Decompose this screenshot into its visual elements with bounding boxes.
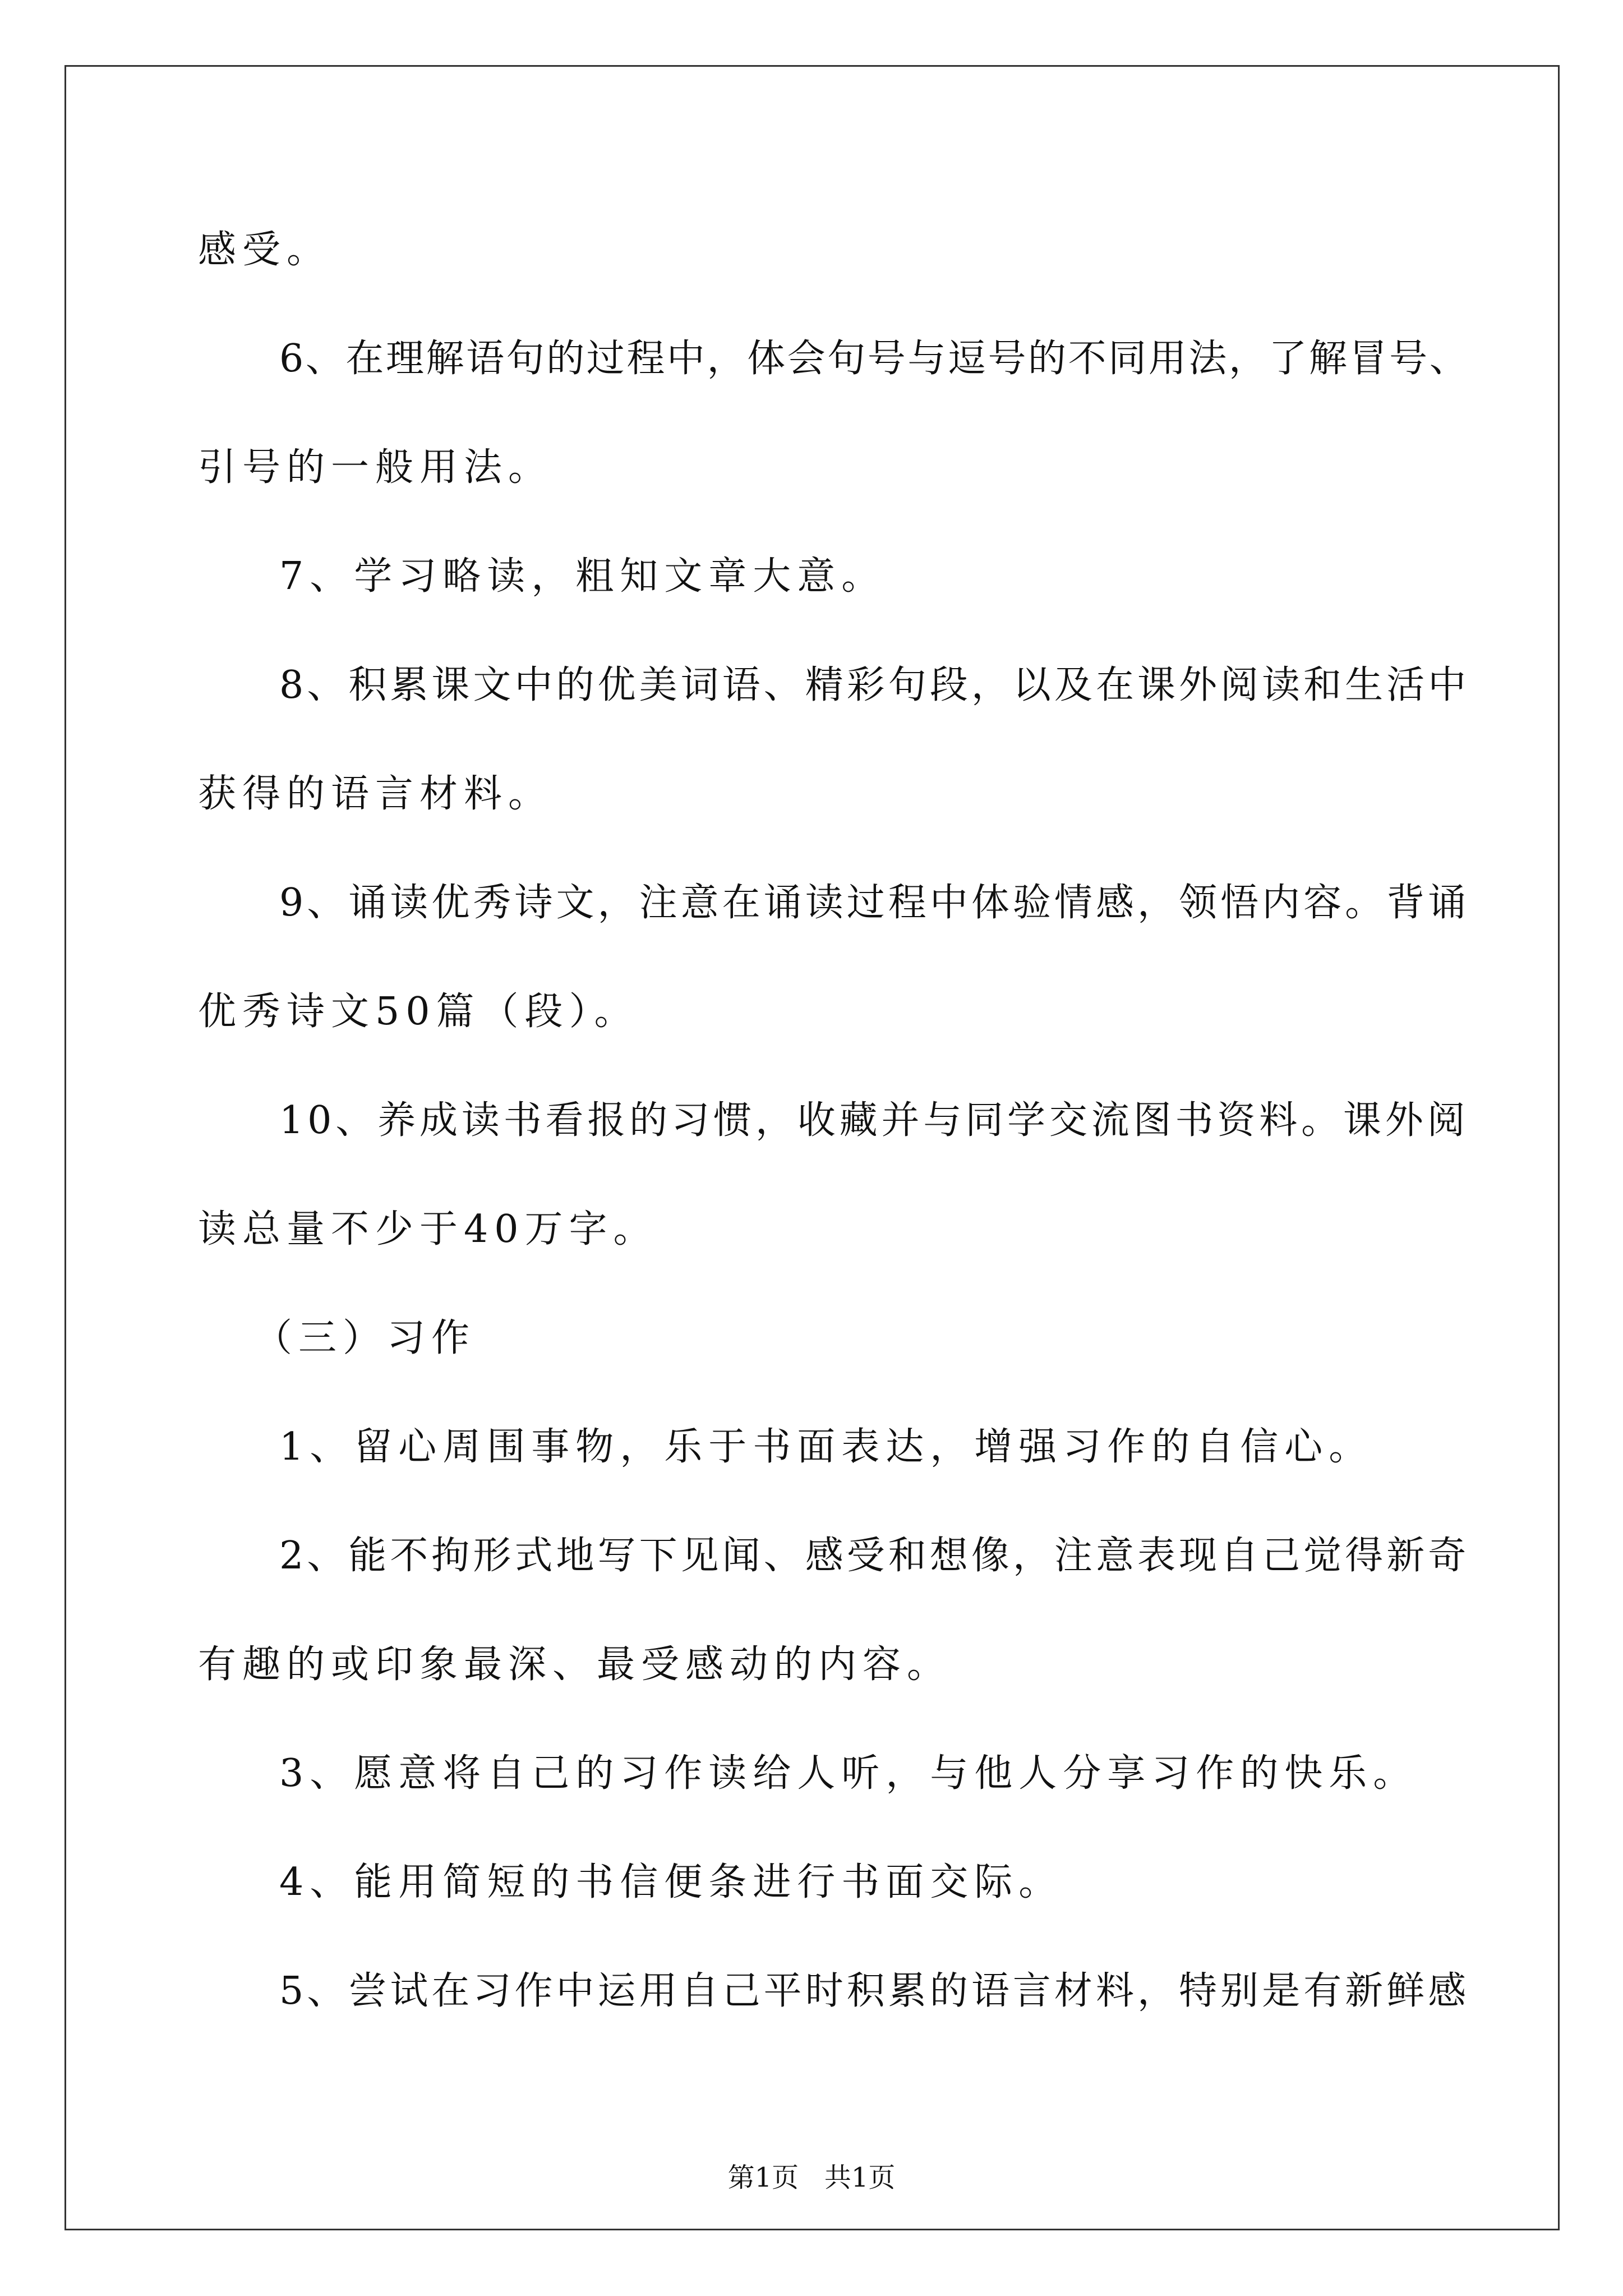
text-line-16: 4、能用简短的书信便条进行书面交际。 bbox=[279, 1860, 1063, 1904]
text-line-9: 10、养成读书看报的习惯，收藏并与同学交流图书资料。课外阅 bbox=[279, 1098, 1469, 1143]
text-line-17: 5、尝试在习作中运用自己平时积累的语言材料，特别是有新鲜感 bbox=[279, 1969, 1470, 2013]
page-number: 第1页 共1页 bbox=[727, 2162, 896, 2193]
text-line-2: 6、在理解语句的过程中，体会句号与逗号的不同用法，了解冒号、 bbox=[279, 337, 1470, 381]
text-line-12: 1、留心周围事物，乐于书面表达，增强习作的自信心。 bbox=[279, 1425, 1373, 1469]
text-line-3: 引号的一般用法。 bbox=[198, 445, 553, 490]
section-heading: （三）习作 bbox=[254, 1316, 476, 1360]
page-border bbox=[64, 65, 1560, 2230]
text-line-7: 9、诵读优秀诗文，注意在诵读过程中体验情感，领悟内容。背诵 bbox=[279, 881, 1470, 925]
text-line-15: 3、愿意将自己的习作读给人听，与他人分享习作的快乐。 bbox=[279, 1751, 1418, 1796]
text-line-4: 7、学习略读，粗知文章大意。 bbox=[279, 554, 886, 599]
text-line-13: 2、能不拘形式地写下见闻、感受和想像，注意表现自己觉得新奇 bbox=[279, 1534, 1470, 1578]
page-footer bbox=[0, 2164, 1623, 2191]
text-line-1: 感受。 bbox=[198, 228, 331, 272]
text-line-8: 优秀诗文50篇（段）。 bbox=[198, 990, 639, 1034]
text-line-6: 获得的语言材料。 bbox=[198, 772, 553, 816]
text-line-14: 有趣的或印象最深、最受感动的内容。 bbox=[198, 1642, 952, 1687]
text-line-5: 8、积累课文中的优美词语、精彩句段，以及在课外阅读和生活中 bbox=[279, 663, 1470, 707]
text-line-10: 读总量不少于40万字。 bbox=[198, 1207, 658, 1251]
